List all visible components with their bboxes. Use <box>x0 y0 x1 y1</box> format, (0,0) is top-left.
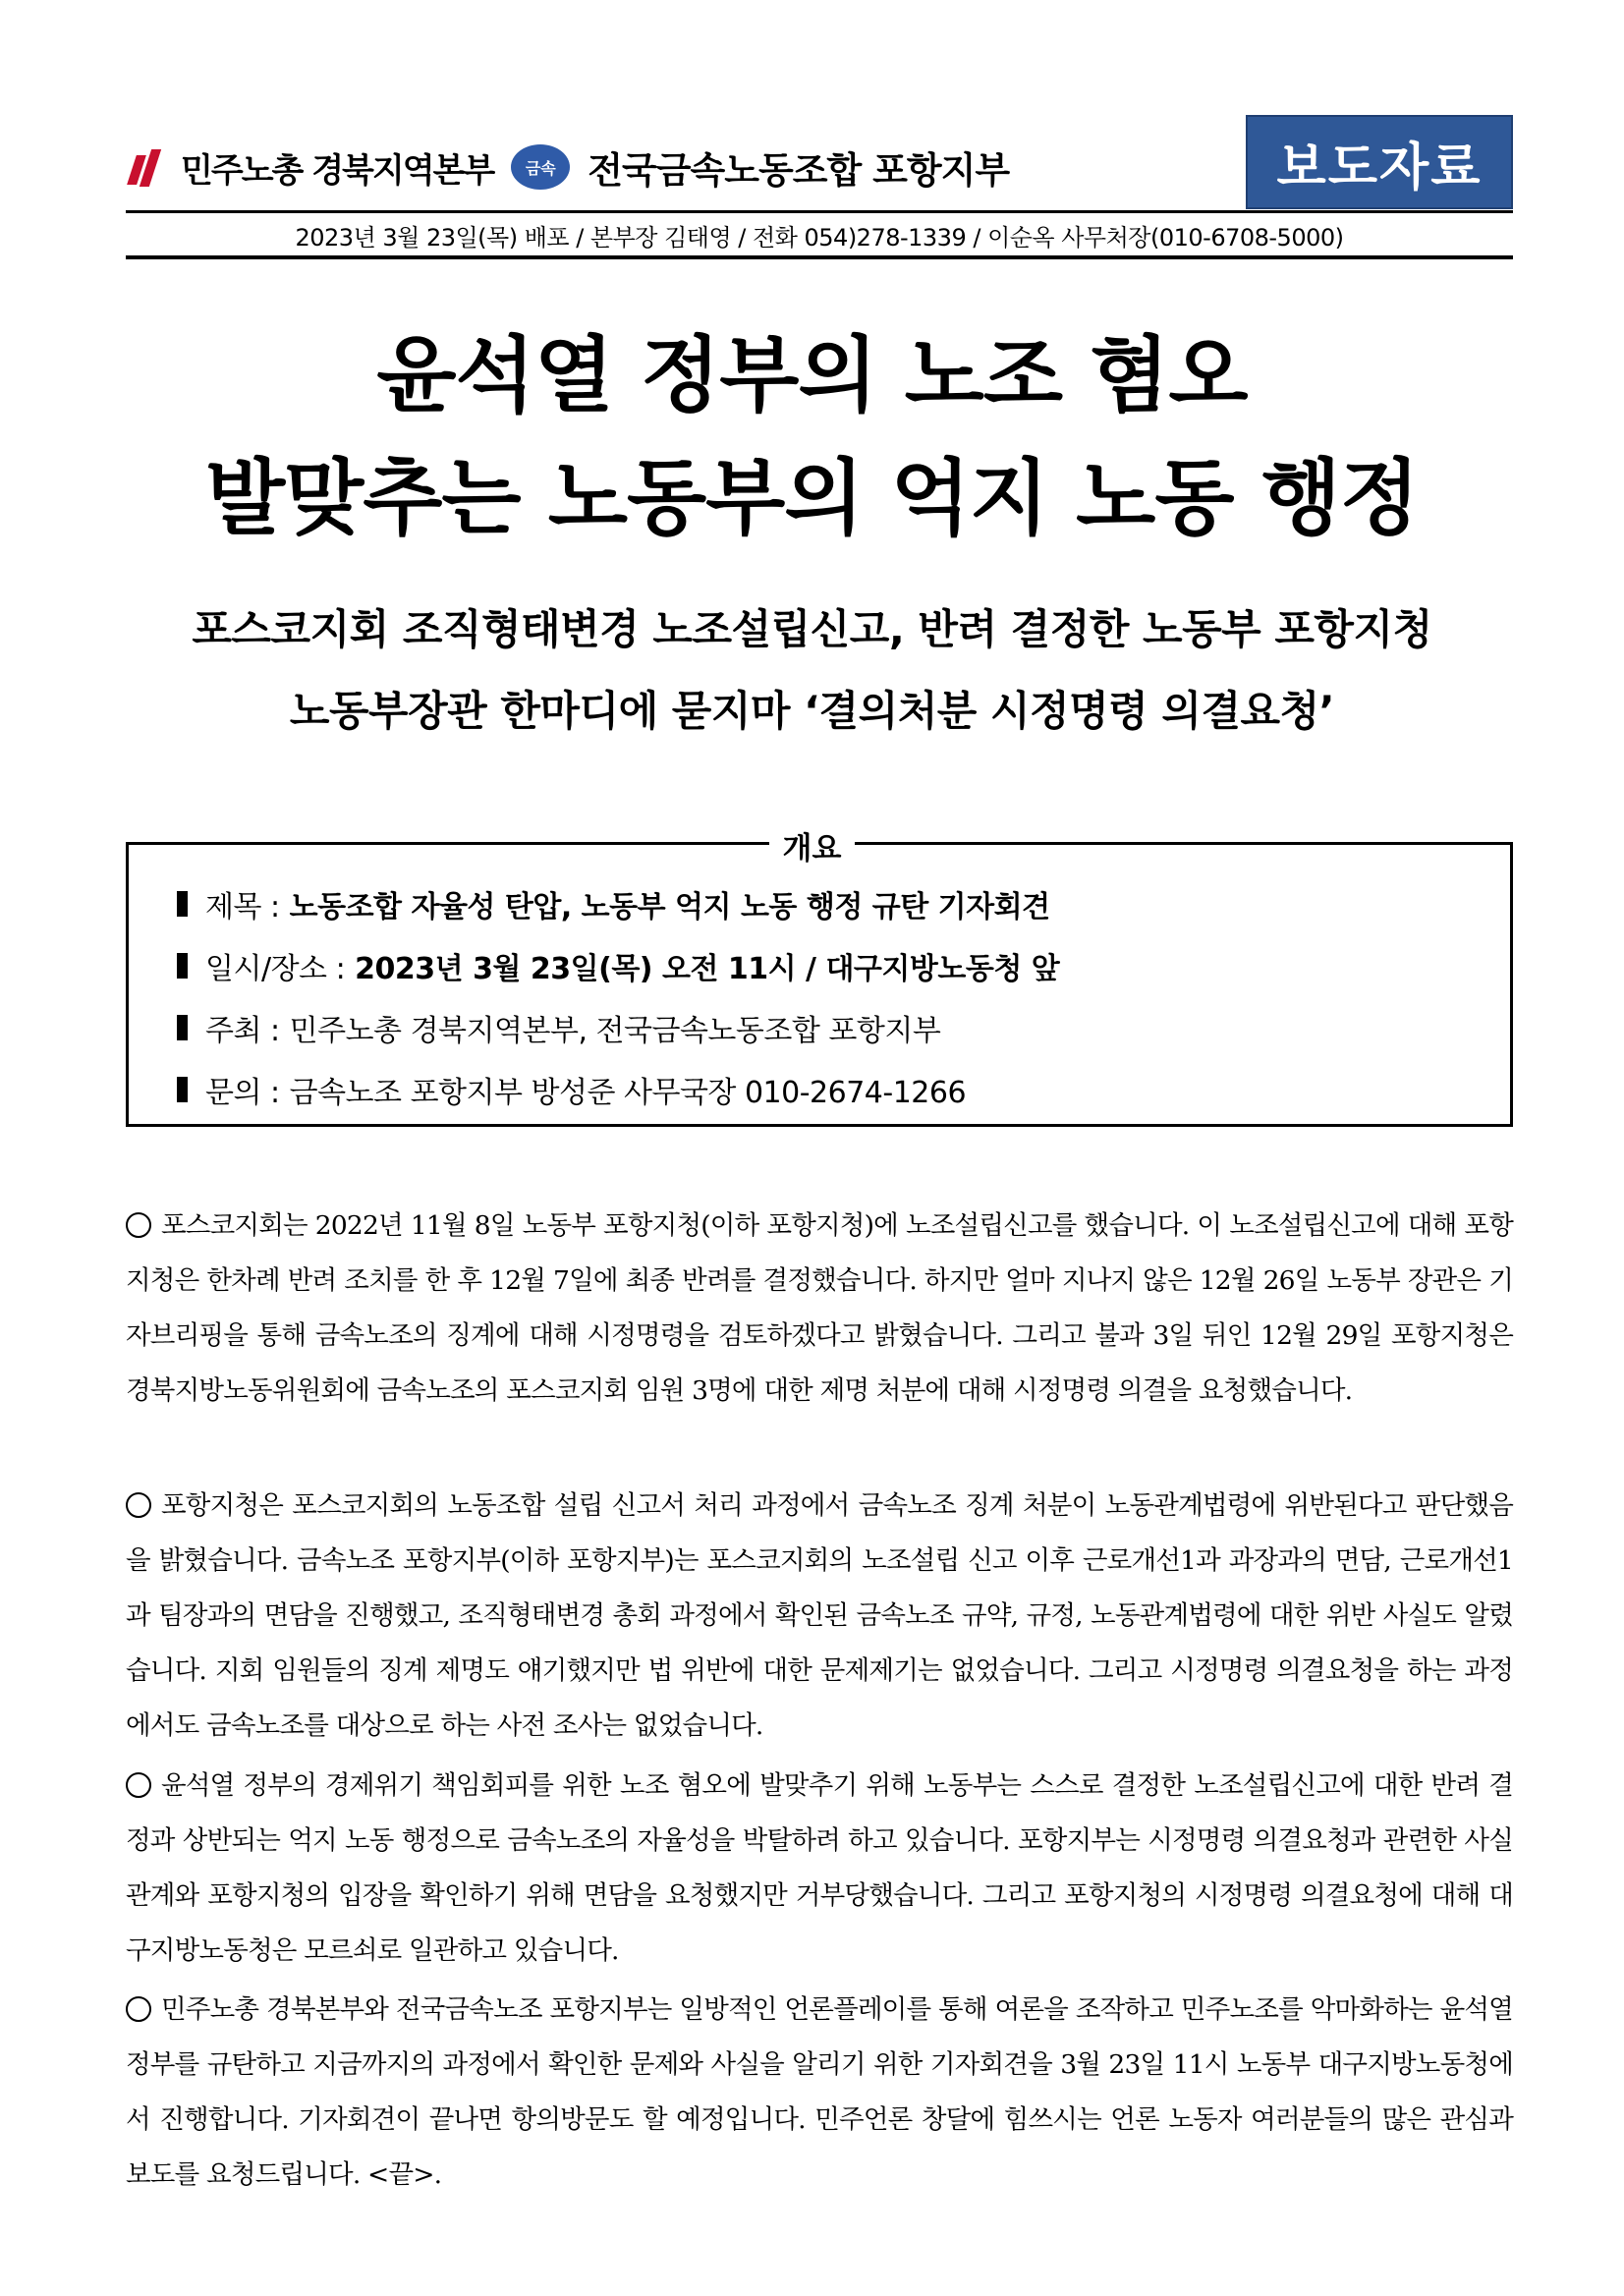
header-logos <box>128 138 1009 196</box>
circle-bullet-icon <box>126 1492 151 1518</box>
subtitle-line2: 노동부장관 한마디에 묻지마 ‘결의처분 시정명령 의결요청’ <box>289 687 1335 735</box>
main-title-line1: 윤석열 정부의 노조 혐오 <box>376 327 1248 423</box>
org2-name: 전국금속노동조합 포항지부 <box>588 149 1010 192</box>
summary-value: 노동조합 자율성 탄압, 노동부 억지 노동 행정 규탄 기자회견 <box>289 890 1050 924</box>
square-bullet-icon <box>177 953 188 979</box>
org1-name: 민주노총 경북지역본부 <box>181 150 494 191</box>
body-paragraph <box>126 1479 1513 1754</box>
kmwu-logo-icon: 금속 <box>511 144 570 190</box>
header-rule-bottom <box>126 255 1513 259</box>
press-release-badge: 보도자료 <box>1246 115 1513 209</box>
body-paragraph <box>126 1199 1513 1419</box>
circle-bullet-icon <box>126 1996 151 2022</box>
paragraph-text: 윤석열 정부의 경제위기 책임회피를 위한 노조 혐오에 발맞추기 위해 노동부는 스스로 결정한 노조설립신고에 대한 반려 결정과 상반되는 억지 노동 행정으로 금속노조의 자율성을 박탈하려 하고 있습니다. 포항지부는 시정명령 의결요청과 관련한 사실관계와 포항지청의 입장을 확인하기 위해 면담을 요청했지만 거부당했습니다. 그리고 포항지청의 시정명령 의결요청에 대해 대구지방노동청은 모르쇠로 일관하고 있습니다. <box>126 1770 1513 1966</box>
summary-label: 일시/장소 : <box>205 952 346 986</box>
main-title-line2: 발맞추는 노동부의 억지 노동 행정 <box>205 450 1419 546</box>
body-paragraph <box>126 1983 1513 2203</box>
summary-item-contact <box>177 1068 966 1111</box>
summary-value: 민주노총 경북지역본부, 전국금속노동조합 포항지부 <box>289 1014 941 1048</box>
summary-label: 주최 : <box>205 1014 280 1048</box>
subtitle-line1: 포스코지회 조직형태변경 노조설립신고, 반려 결정한 노동부 포항지청 <box>192 605 1432 653</box>
distribution-meta: 2023년 3월 23일(목) 배포 / 본부장 김태영 / 전화 054)278-1339 / 이순옥 사무처장(010-6708-5000) <box>295 224 1344 252</box>
body-paragraph <box>126 1759 1513 1979</box>
paragraph-text: 포스코지회는 2022년 11월 8일 노동부 포항지청(이하 포항지청)에 노조설립신고를 했습니다. 이 노조설립신고에 대해 포항지청은 한차례 반려 조치를 한 후 12월 7일에 최종 반려를 결정했습니다. 하지만 얼마 지나지 않은 12월 26일 노동부 장관은 기자브리핑을 통해 금속노조의 징계에 대해 시정명령을 검토하겠다고 밝혔습니다. 그리고 불과 3일 뒤인 12월 29일 포항지청은 경북지방노동위원회에 금속노조의 포스코지회 임원 3명에 대한 제명 처분에 대해 시정명령 의결을 요청했습니다. <box>126 1210 1513 1406</box>
square-bullet-icon <box>177 891 188 917</box>
kctu-logo-icon <box>128 145 163 189</box>
summary-value: 금속노조 포항지부 방성준 사무국장 010-2674-1266 <box>289 1076 967 1110</box>
summary-item-datetime <box>177 944 1059 987</box>
summary-value: 2023년 3월 23일(목) 오전 11시 / 대구지방노동청 앞 <box>355 952 1060 986</box>
circle-bullet-icon <box>126 1772 151 1798</box>
summary-item-host <box>177 1006 940 1049</box>
summary-heading-text: 개요 <box>769 831 856 867</box>
square-bullet-icon <box>177 1015 188 1040</box>
paragraph-text: 포항지청은 포스코지회의 노동조합 설립 신고서 처리 과정에서 금속노조 징계 처분이 노동관계법령에 위반된다고 판단했음을 밝혔습니다. 금속노조 포항지부(이하 포항지부)는 포스코지회의 노조설립 신고 이후 근로개선1과 과장과의 면담, 근로개선1과 팀장과의 면담을 진행했고, 조직형태변경 총회 과정에서 확인된 금속노조 규약, 규정, 노동관계법령에 대한 위반 사실도 알렸습니다. 지회 임원들의 징계 제명도 얘기했지만 법 위반에 대한 문제제기는 없었습니다. 그리고 시정명령 의결요청을 하는 과정에서도 금속노조를 대상으로 하는 사전 조사는 없었습니다. <box>126 1490 1513 1741</box>
header-rule-top <box>126 210 1513 213</box>
summary-item-title <box>177 882 1050 925</box>
summary-label: 제목 : <box>205 890 280 924</box>
summary-heading <box>0 823 1624 868</box>
summary-label: 문의 : <box>205 1076 280 1110</box>
square-bullet-icon <box>177 1077 188 1102</box>
paragraph-text: 민주노총 경북본부와 전국금속노조 포항지부는 일방적인 언론플레이를 통해 여론을 조작하고 민주노조를 악마화하는 윤석열 정부를 규탄하고 지금까지의 과정에서 확인한 문제와 사실을 알리기 위한 기자회견을 3월 23일 11시 노동부 대구지방노동청에서 진행합니다. 기자회견이 끝나면 항의방문도 할 예정입니다. 민주언론 창달에 힘쓰시는 언론 노동자 여러분들의 많은 관심과 보도를 요청드립니다. <끝>. <box>126 1994 1513 2190</box>
circle-bullet-icon <box>126 1212 151 1238</box>
